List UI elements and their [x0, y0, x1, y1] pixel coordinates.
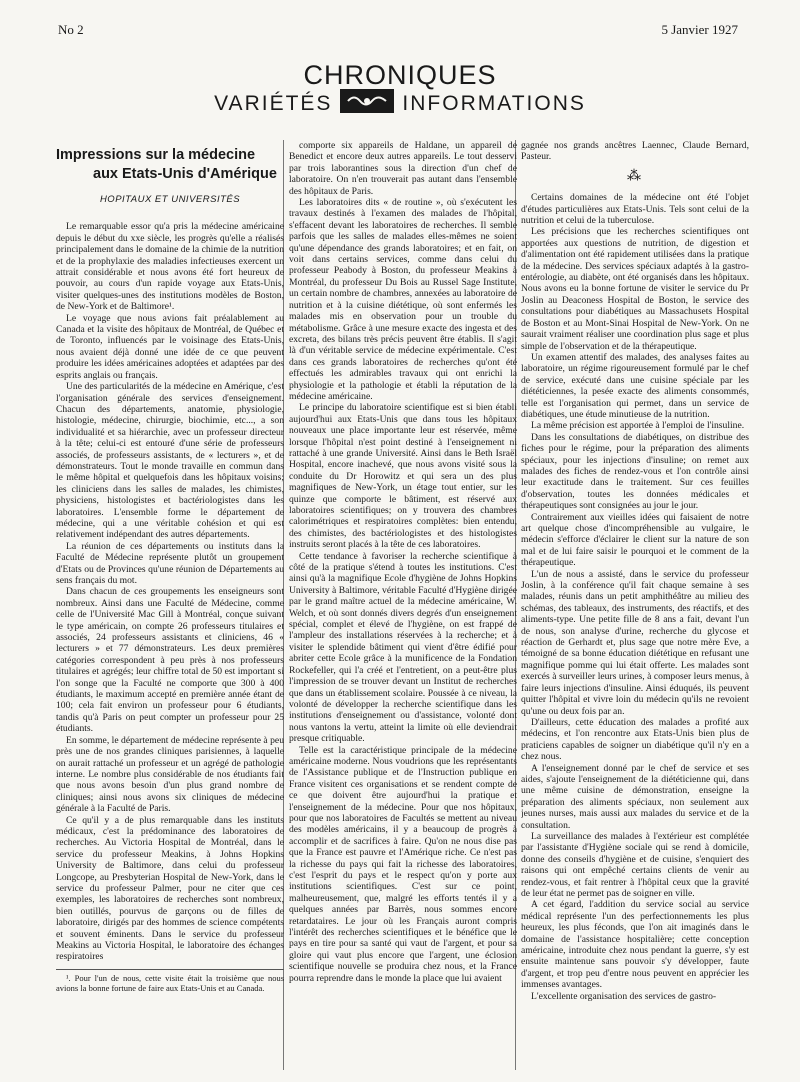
paragraph: Cette tendance à favoriser la recherche scientifique à côté de la pratique s'étend à toutes les institutions. C'est ainsi qu'à la magnifique Ecole d'hygiène de Johns Hopkins University à Baltimore, véritable Faculté d'Hygiène dirigée par le grand maître actuel de la médecine américaine, W. Welch, et où sont donnés divers degrés d'un enseignement spécial, complet et élevé de l'hygiène, on est frappé de l'ampleur des installations réservées à la recherche; et à visiter le splendide bâtiment qui vient d'être édifié pour abriter cette Ecole grâce à la munificence de la Fondation Rockefeller, qui l'a créé et l'entretient, on a peut-être plus l'impression de se trouver devant un Institut de recherches que dans un établissement scolaire. Poussée à ce niveau, la volonté de développer la recherche scientifique dans les institutions d'enseignement ou d'assistance, volonté dont nous vantons la vertu, atteint la limite où elle deviendrait presque critiquable.: [289, 550, 517, 745]
column-2-body: [289, 140, 517, 984]
article-title-line1: Impressions sur la médecine: [56, 147, 256, 163]
masthead-title: CHRONIQUES: [303, 60, 497, 90]
paragraph: Les laboratoires dits « de routine », où s'exécutent les travaux destinés à l'examen des malades de l'hôpital, s'effacent devant les laboratoires de recherches. Il semble parfois que les salles de malades elles-mêmes ne soient qu'une dépendance des grands laboratoires; et en fait, on voit dans certains services, comme dans celui du professeur Peabody à Boston, du professeur Meakins à Montréal, du professeur Du Bois au Russel Sage Institute, un certain nombre de chambres, annexées au laboratoire de nutrition et à la cuisine diététique, où sont enfermés les malades mis en observation pour un trouble du métabolisme. Grâce à une mesure exacte des ingesta et des excreta, des bilans très précis peuvent être établis. Il s'agit là d'un véritable service de médecine expérimentale. C'est dans ces grands laboratoires de recherches qu'ont été effectués les admirables travaux qui ont enrichi la physiologie et la pathologie et établi la réputation de la médecine américaine.: [289, 197, 517, 402]
column-2: [289, 140, 517, 1080]
article-title-line2: aux Etats-Unis d'Amérique: [93, 166, 277, 182]
issue-number: No 2: [58, 22, 84, 37]
paragraph: Dans chacun de ces groupements les enseigneurs sont nombreux. Ainsi dans une Faculté de Médecine, comme celle de l'Université Mac Gill à Montréal, conçue suivant le type américain, on compte 26 professeurs titulaires et associés, 24 professeurs assistants et cliniciens, 46 « lecturers » et 77 démonstrateurs. Les deux premières catégories correspondent à peu près à nos professeurs titulaires et agrégés; leur chiffre total de 50 est important si l'on songe que la Faculté ne comporte que 300 à 400 étudiants, le maximum accepté en première année étant de 100; cela fait environ un professeur pour 6 étudiants, tandis qu'à Paris on peut compter un professeur pour 25 étudiants.: [56, 586, 284, 735]
paragraph: Le remarquable essor qu'a pris la médecine américaine depuis le début du xxe siècle, les progrès qu'elle a réalisés principalement dans le domaine de la chimie de la nutrition et de la prophylaxie des maladies infectieuses exercent un attrait considérable et nous avons été fort heureux de pouvoir, au cours d'un rapide voyage aux Etats-Unis, visiter quelques-unes des institutions modèles de Boston, de New-York et de Baltimore¹.: [56, 221, 284, 313]
paragraph: La réunion de ces départements ou instituts dans la Faculté de Médecine représente plutôt un groupement d'Etats ou de Provinces qu'une réunion de Départements au sens français du mot.: [56, 540, 284, 586]
masthead-left-word: VARIÉTÉS: [214, 92, 333, 115]
column-3-continuation: gagnée nos grands ancêtres Laennec, Claude Bernard, Pasteur.: [521, 140, 749, 163]
masthead-subtitle: [0, 92, 800, 116]
article-subtitle: HOPITAUX ET UNIVERSITÉS: [99, 194, 241, 205]
ornament-icon: [340, 89, 394, 113]
column-3-body: [521, 192, 749, 1002]
paragraph: Les précisions que les recherches scientifiques ont apportées aux questions de nutrition, de digestion et d'alimentation ont été rapidement utilisées dans la pratique de la médecine. Des services spéciaux adaptés à la gastro-entérologie, au diabète, ont été organisés dans les hôpitaux. Nous avons eu la bonne fortune de visiter le service du Pr Joslin au Deaconess Hospital de Boston, le service des consultations pour diabétiques au Massachusets Hospital de Boston et au Mont-Sinai Hospital de New-York. On ne saurait vraiment réaliser une coordination plus sage et plus simple de l'observation et de la thérapeutique.: [521, 226, 749, 352]
footnote: [56, 969, 284, 993]
paragraph: Certains domaines de la médecine ont été l'objet d'études particulières aux Etats-Unis. Tels sont celui de la nutrition et celui de la tuberculose.: [521, 192, 749, 227]
paragraph: comporte six appareils de Haldane, un appareil de Benedict et encore deux autres appareils. Le tout desservi par trois laborantines sous la direction d'un chef de laboratoire. On n'en trouverait pas autant dans l'ensemble des hôpitaux de Paris.: [289, 140, 517, 197]
paragraph: A l'enseignement donné par le chef de service et ses aides, s'ajoute l'enseignement de la diététicienne qui, dans une même cuisine de démonstration, enseigne la préparation des aliments spéciaux, non seulement aux jeunes nurses, mais aussi aux malades du service et de la consultation.: [521, 762, 749, 831]
section-separator: ⁂: [627, 168, 643, 184]
article-title: [56, 146, 284, 184]
paragraph: L'excellente organisation des services de gastro-: [531, 990, 717, 1002]
paragraph: Dans les consultations de diabétiques, on distribue des fiches pour le régime, pour la préparation des aliments spéciaux, pour les injections d'insuline; on remet aux malades des fiches de rendez-vous et l'on contrôle ainsi leur exactitude dans le traitement. Sur ces feuilles d'observation, toutes les données médicales et thérapeutiques sont consignées au jour le jour.: [521, 431, 749, 512]
paragraph: En somme, le département de médecine représente à peu près une de nos grandes cliniques parisiennes, à laquelle on aurait rattaché un professeur et un agrégé de pathologie interne. Le nombre plus considérable de nos étudiants fait que nous avons besoin d'un plus grand nombre de cliniques; ainsi nous avons six cliniques de médecine générale à la Faculté de Paris.: [56, 734, 284, 815]
paragraph: La même précision est apportée à l'emploi de l'insuline.: [531, 420, 745, 432]
paragraph: D'ailleurs, cette éducation des malades a profité aux médecins, et l'on rencontre aux Etats-Unis bien plus de praticiens capables de soigner un diabétique qu'il n'y en a chez nous.: [521, 716, 749, 763]
paragraph: Un examen attentif des malades, des analyses faites au laboratoire, un régime rigoureusement formulé par le chef de service, exécuté dans une cuisine spéciale par les diététiciennes, la pesée exacte des aliments consommés, telle est l'organisation qui permet, dans un service de diabétiques, une étude minutieuse de la nutrition.: [521, 351, 749, 420]
footnote-text: ¹. Pour l'un de nous, cette visite était la troisième que nous avions la bonne fortune de faire aux Etats-Unis et au Canada.: [56, 972, 284, 993]
paragraph: Le voyage que nous avions fait préalablement au Canada et la visite des hôpitaux de Montréal, de Québec et de Toronto, influencés par le voisinage des Etats-Unis, nous avaient déjà donné une idée de ce que peuvent produire les idées américaines adoptées et adaptées par des esprits anglais ou français.: [56, 312, 284, 381]
column-1: [56, 140, 284, 1080]
paragraph: Le principe du laboratoire scientifique est si bien établi aujourd'hui aux Etats-Unis que dans tous les hôpitaux nouveaux une place importante leur est réservée, même lorsque l'hôpital n'est point destiné à l'enseignement ni rattaché à une grande Université. Ainsi dans le Beth Israël Hospital, encore inachevé, que nous avons visité sous la conduite du Dr Horowitz et qui sera un des plus magnifiques de New-York, un étage tout entier, sur les quinze que comporte le bâtiment, est réservé aux laboratoires scientifiques; on y trouvera des chambres calorimétriques et respiratoires complètes: bien entendu, des chimistes, des bactériologistes et des histologistes instruits seront placés à la tête de ces laboratoires.: [289, 402, 517, 551]
column-1-body: [56, 221, 284, 962]
paragraph: La surveillance des malades à l'extérieur est complétée par l'assistante d'Hygiène sociale qui se rend à domicile, donne des conseils d'hygiène et de cuisine, s'enquiert des raisons qui ont empêché certains clients de venir au rendez-vous, et fait rentrer à l'hôpital ceux que la gravité de leur état ne permet pas de soigner en ville.: [521, 830, 749, 899]
paragraph: Une des particularités de la médecine en Amérique, c'est l'organisation générale des services d'enseignement. Chacun des départements, anatomie, physiologie, histologie, médecine, chirurgie, biochimie, etc..., a son individualité et sa hiérarchie, avec un professeur directeur à la tête; celui-ci est entouré d'une série de professeurs associés, de professeurs assistants, de « lecturers », et de démonstrateurs. Tout le monde travaille en commun dans le même hôpital et quelquefois dans les hôpitaux voisins; les cliniciens dans les salles de malades, les chimistes, physiciens, histologistes et bactériologistes dans les laboratoires. L'ensemble forme le département de médecine, qui a une véritable cohésion et qui est relativement indépendant des autres départements.: [56, 381, 284, 541]
paragraph: A cet égard, l'addition du service social au service médical représente l'un des perfectionnements les plus heureux, les plus féconds, que l'on ait imaginés dans le domaine de l'assistance hospitalière; cette conception américaine, introduite chez nous pendant la guerre, s'y est ensuite maintenue sans pouvoir s'y développer, faute d'argent, et trop peu d'entre nous peuvent en apprécier les immenses avantages.: [521, 899, 749, 991]
column-3: [521, 140, 749, 1080]
masthead-right-word: INFORMATIONS: [402, 92, 586, 115]
paragraph: Telle est la caractéristique principale de la médecine américaine moderne. Nous voudrions que les représentants de l'Assistance publique et de l'Instruction publique en France visitent ces organisations et se rendent compte de ce que doivent être aujourd'hui la pratique et l'enseignement de la médecine. Pour que nos hôpitaux, pour que nos laboratoires de Facultés se mettent au niveau des modèles américains, il y a beaucoup de progrès à accomplir et de sacrifices à faire. Qu'on ne nous dise pas que la France est pauvre et l'Amérique riche. Ce n'est pas la richesse du pays qui fait la richesse des laboratoires, c'est l'esprit du pays et le respect qu'on y porte aux institutions scientifiques. C'est sur ce point, malheureusement, que, malgré les efforts tentés il y a quelques années par Barrès, nous sommes encore retardataires. Le jour où les Français auront compris l'intérêt des recherches scientifiques et le bénéfice que le pays en tire pour sa santé qui vaut de l'argent, et pour sa gloire qui vaut plus encore que l'argent, une éclosion scientifique nouvelle se produira chez nous, et la France pourra reprendre dans le monde la place que lui avaient: [289, 744, 517, 984]
paragraph: L'un de nous a assisté, dans le service du professeur Joslin, à la conférence qu'il fait chaque semaine à ses malades, réunis dans un petit amphithéâtre au milieu des schémas, des tableaux, des instruments, des réactifs, et des aliments-type. Une petite fille de 8 ans a fait, devant l'un de nous, son analyse d'urine, recherche du glycose et réaction de Gerhardt et, plus sage que notre mère Eve, a témoigné de sa bonne éducation diététique en refusant une magnifique pomme qui lui était offerte. Les malades sont exercés à surveiller leurs urines, à composer leurs menus, à faire leurs injections d'insuline. Ainsi éduqués, ils peuvent quitter l'hôpital et vivre loin du médecin qu'ils ne revoient qu'une ou deux fois par an.: [521, 568, 749, 717]
issue-date: 5 Janvier 1927: [661, 22, 738, 37]
page-header: [58, 22, 738, 42]
paragraph: Ce qu'il y a de plus remarquable dans les instituts médicaux, c'est la prédominance des laboratoires de recherches. Au Victoria Hospital de Montréal, dans le service du professeur Meakins, à Johns Hopkins University de Baltimore, dans celui du professeur Longcope, au Presbyterian Hospital de New-York, dans le service du professeur Palmer, pour ne citer que ces exemples, les laboratoires de recherches sont nombreux, bien outillés, pourvus de garçons ou de filles de laboratoire, dirigés par des hommes de science compétents et souvent éminents. Dans le service du professeur Meakins au Victoria Hospital, le laboratoire des échanges respiratoires: [56, 814, 284, 963]
paragraph: Contrairement aux vieilles idées qui faisaient de notre art quelque chose d'incompréhensible au vulgaire, le médecin s'efforce d'éclairer le client sur la nature de son mal et de lui faire saisir le pourquoi et le comment de la thérapeutique.: [521, 511, 749, 569]
